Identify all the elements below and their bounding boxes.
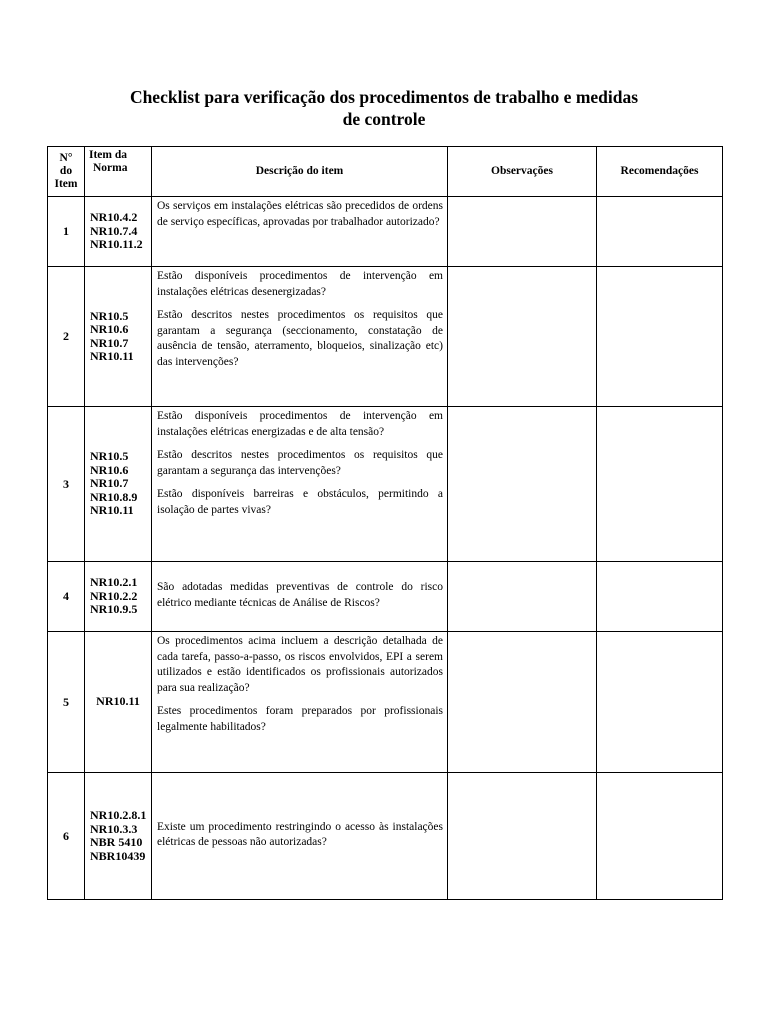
- observacoes-cell[interactable]: [448, 562, 597, 632]
- item-norma: [85, 562, 152, 632]
- norma-reference: NR10.11: [96, 694, 140, 709]
- norma-reference: NR10.2.1: [90, 575, 138, 590]
- item-number: 6: [48, 773, 85, 900]
- item-norma: [85, 267, 152, 407]
- description-paragraph: Existe um procedimento restringindo o acesso às instalações elétricas de pessoas não autorizadas?: [157, 820, 443, 848]
- title-line-2: de controle: [342, 109, 426, 129]
- observacoes-cell[interactable]: [448, 407, 597, 562]
- header-no-line-3: Item: [54, 178, 78, 190]
- item-number: 4: [48, 562, 85, 632]
- table-row: [48, 632, 723, 773]
- title-line-1: Checklist para verificação dos procedimentos de trabalho e medidas: [129, 87, 639, 107]
- norma-reference: NR10.3.3: [90, 821, 138, 836]
- norma-reference: NBR10439: [90, 848, 146, 863]
- observacoes-cell[interactable]: [448, 267, 597, 407]
- recomendacoes-cell[interactable]: [597, 632, 723, 773]
- norma-reference: NR10.2.2: [90, 588, 138, 603]
- item-description: [152, 267, 448, 407]
- document-title: [0, 86, 768, 130]
- table-row: [48, 562, 723, 632]
- item-number: 5: [48, 632, 85, 773]
- item-norma: [85, 197, 152, 267]
- description-paragraph: São adotadas medidas preventivas de controle do risco elétrico mediante técnicas de Análise de Riscos?: [157, 581, 443, 609]
- recomendacoes-cell[interactable]: [597, 267, 723, 407]
- checklist-table: [47, 146, 723, 900]
- description-paragraph: Estão descritos nestes procedimentos os requisitos que garantam a segurança (seccionamento, constatação de ausência de tensão, aterramento, bloqueios, sinalização etc) das intervenções?: [157, 309, 443, 368]
- checklist-body: [48, 197, 723, 900]
- observacoes-cell[interactable]: [448, 632, 597, 773]
- item-description: [152, 632, 448, 773]
- norma-reference: NR10.11: [90, 503, 134, 518]
- table-row: [48, 773, 723, 900]
- norma-reference: NR10.11: [90, 349, 134, 363]
- norma-reference: NR10.11.2: [90, 237, 143, 252]
- header-norma-line-2: Norma: [93, 162, 128, 174]
- item-number: 3: [48, 407, 85, 562]
- description-paragraph: Estes procedimentos foram preparados por profissionais legalmente habilitados?: [157, 705, 443, 733]
- norma-reference: NR10.7: [90, 335, 129, 350]
- description-paragraph: Estão descritos nestes procedimentos os requisitos que garantam a segurança das intervenções?: [157, 449, 443, 477]
- header-norma-line-1: Item da: [89, 149, 128, 161]
- norma-reference: NR10.6: [90, 322, 129, 336]
- norma-reference: NR10.4.2: [90, 210, 138, 225]
- item-description: [152, 197, 448, 267]
- header-no-line-1: N°: [59, 152, 73, 164]
- item-description: [152, 407, 448, 562]
- norma-reference: NR10.7: [90, 476, 129, 491]
- item-norma: [85, 632, 152, 773]
- header-row: [48, 147, 723, 197]
- header-recomendacoes: Recomendações: [597, 147, 723, 197]
- norma-reference: NR10.6: [90, 462, 129, 477]
- norma-reference: NR10.8.9: [90, 489, 138, 504]
- item-number: 1: [48, 197, 85, 267]
- description-paragraph: Os serviços em instalações elétricas são precedidos de ordens de serviço específicas, aprovadas por trabalhador autorizado?: [157, 200, 443, 228]
- table-row: [48, 267, 723, 407]
- description-paragraph: Estão disponíveis procedimentos de intervenção em instalações elétricas desenergizadas?: [157, 270, 443, 298]
- item-description: [152, 773, 448, 900]
- description-paragraph: Estão disponíveis procedimentos de intervenção em instalações elétricas energizadas e de alta tensão?: [157, 410, 443, 438]
- norma-reference: NR10.5: [90, 449, 129, 464]
- description-paragraph: Estão disponíveis barreiras e obstáculos, permitindo a isolação de partes vivas?: [157, 488, 443, 516]
- description-paragraph: Os procedimentos acima incluem a descrição detalhada de cada tarefa, passo-a-passo, os riscos envolvidos, EPI a serem utilizados e estão identificados os profissionais autorizados para sua realização?: [157, 635, 443, 694]
- observacoes-cell[interactable]: [448, 773, 597, 900]
- norma-reference: NR10.9.5: [90, 602, 138, 617]
- item-norma: [85, 773, 152, 900]
- norma-reference: NR10.2.8.1: [90, 808, 147, 822]
- norma-reference: NR10.7.4: [90, 223, 138, 238]
- table-row: [48, 197, 723, 267]
- header-descricao: Descrição do item: [152, 147, 448, 197]
- item-description: [152, 562, 448, 632]
- norma-reference: NBR 5410: [90, 835, 143, 849]
- recomendacoes-cell[interactable]: [597, 773, 723, 900]
- header-no-line-2: do: [59, 165, 73, 177]
- item-number: 2: [48, 267, 85, 407]
- table-row: [48, 407, 723, 562]
- observacoes-cell[interactable]: [448, 197, 597, 267]
- item-norma: [85, 407, 152, 562]
- recomendacoes-cell[interactable]: [597, 197, 723, 267]
- recomendacoes-cell[interactable]: [597, 562, 723, 632]
- norma-reference: NR10.5: [90, 308, 129, 323]
- recomendacoes-cell[interactable]: [597, 407, 723, 562]
- header-item-number: [48, 147, 85, 197]
- header-observacoes: Observações: [448, 147, 597, 197]
- header-item-norma: [85, 147, 152, 197]
